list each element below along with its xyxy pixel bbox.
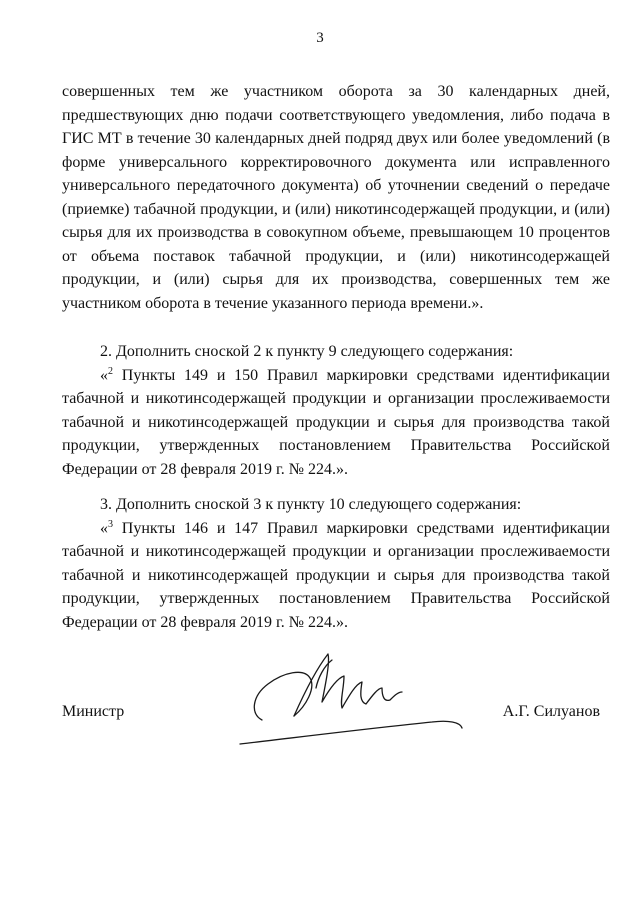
paragraph-footnote-3 bbox=[62, 517, 610, 635]
footnote-mark-2: 2 bbox=[108, 365, 113, 377]
paragraph-footnote-2 bbox=[62, 364, 610, 482]
signer-name: А.Г. Силуанов bbox=[502, 703, 600, 720]
signer-title: Министр bbox=[62, 703, 125, 720]
paragraph-item-3: 3. Дополнить сноской 3 к пункту 10 следующего содержания: bbox=[100, 496, 522, 513]
quote-open: « bbox=[100, 519, 108, 537]
paragraph-continuation: совершенных тем же участником оборота за 30 календарных дней, предшествующих дню подачи соответствующего уведомления, либо подача в ГИС МТ в течение 30 календарных дней подряд двух или более уведомлений (в форме универсального корректировочного документа или исправленного универсального передаточного документа) об уточнении сведений о передаче (приемке) табачной продукции, и (или) никотинсодержащей продукции, и (или) сырья для их производства в совокупном объеме, превышающем 10 процентов от объема поставок табачной продукции, и (или) никотинсодержащей продукции, и (или) сырья для их производства, совершенных тем же участником оборота в течение указанного периода времени.». bbox=[62, 83, 610, 312]
handwritten-signature bbox=[232, 648, 472, 760]
text-block-item-3 bbox=[62, 493, 610, 634]
quote-open: « bbox=[100, 366, 108, 384]
page-number: 3 bbox=[316, 30, 324, 46]
paragraph-item-2: 2. Дополнить сноской 2 к пункту 9 следующего содержания: bbox=[100, 343, 514, 360]
text-block-item-2 bbox=[62, 340, 610, 481]
footnote-mark-3: 3 bbox=[108, 518, 113, 530]
footnote-3-text: Пункты 146 и 147 Правил маркировки средствами идентификации табачной и никотинсодержащей продукции и организации прослеживаемости табачной и никотинсодержащей продукции и сырья для производства такой продукции, утвержденных постановлением Правительства Российской Федерации от 28 февраля 2019 г. № 224.». bbox=[62, 519, 610, 631]
footnote-2-text: Пункты 149 и 150 Правил маркировки средствами идентификации табачной и никотинсодержащей продукции и организации прослеживаемости табачной и никотинсодержащей продукции и сырья для производства такой продукции, утвержденных постановлением Правительства Российской Федерации от 28 февраля 2019 г. № 224.». bbox=[62, 366, 610, 478]
text-block-continuation bbox=[62, 80, 610, 315]
